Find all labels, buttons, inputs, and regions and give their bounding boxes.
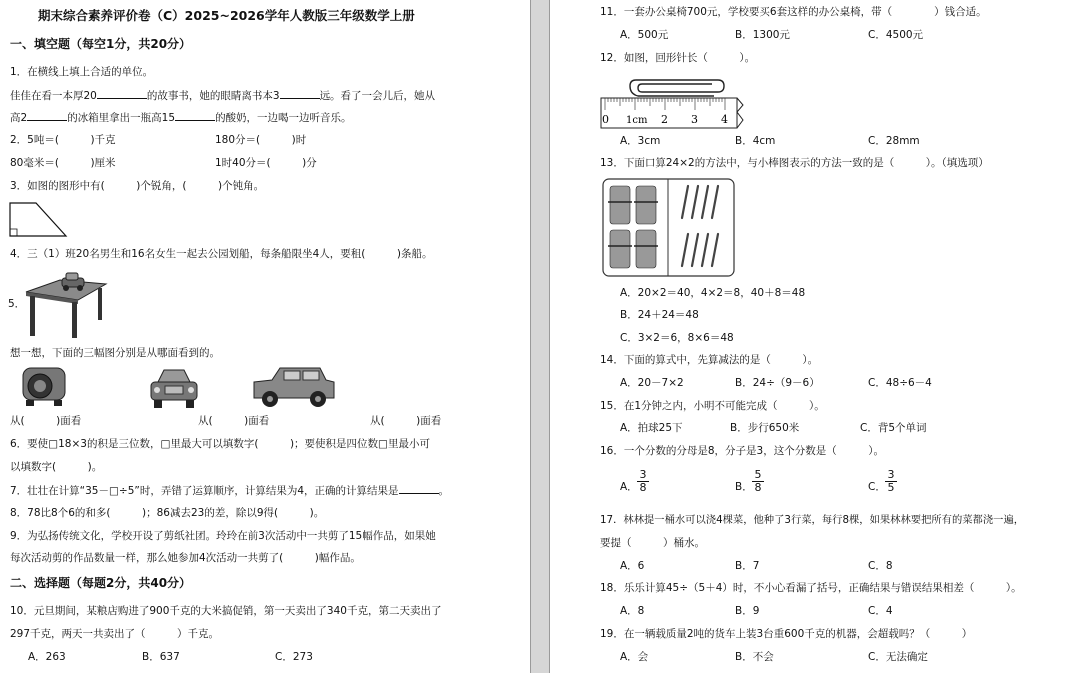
q10-line-2: 297千克，两天一共卖出了（ ）千克。 bbox=[10, 628, 220, 640]
q19-option-b[interactable]: B．不会 bbox=[735, 651, 774, 663]
car-front-view bbox=[148, 366, 200, 410]
table-with-car-figure bbox=[20, 262, 110, 340]
ruler-label-1: 1cm bbox=[626, 115, 648, 126]
q17-option-c[interactable]: C．8 bbox=[868, 560, 893, 572]
q16-a-numerator: 3 bbox=[637, 469, 649, 482]
q16-a-denominator: 8 bbox=[639, 481, 647, 494]
q3-text: 3．如图的图形中有( )个锐角，( )个钝角。 bbox=[10, 180, 265, 192]
q19-text: 19．在一辆载质量2吨的货车上装3台重600千克的机器，会超载吗？（ ） bbox=[600, 628, 973, 640]
q1-text-e: 的冰箱里拿出一瓶高15 bbox=[67, 112, 176, 124]
q12-text: 12．如图，回形针长（ ）。 bbox=[600, 52, 756, 64]
ruler-label-0: 0 bbox=[602, 113, 609, 126]
q10-option-c[interactable]: C．273 bbox=[275, 651, 313, 663]
q10-line-1: 10．元旦期间，某粮店购进了900千克的大米搞促销，第一天卖出了340千克，第二天卖出了 bbox=[10, 605, 442, 617]
page-gutter bbox=[530, 0, 550, 673]
q1-blank-1[interactable] bbox=[97, 88, 147, 99]
q17-option-b[interactable]: B．7 bbox=[735, 560, 760, 572]
exam-page-left bbox=[0, 0, 530, 673]
q1-text-f: 的酸奶，一边喝一边听音乐。 bbox=[215, 112, 352, 124]
q19-option-c[interactable]: C．无法确定 bbox=[868, 651, 928, 663]
ruler-label-3: 3 bbox=[691, 113, 698, 126]
q14-option-c[interactable]: C．48÷6－4 bbox=[868, 377, 932, 389]
q11-option-c[interactable]: C．4500元 bbox=[868, 29, 924, 41]
q16-c-denominator: 5 bbox=[887, 481, 895, 494]
q19-option-a[interactable]: A．会 bbox=[620, 651, 649, 663]
q2-part-3: 80毫米＝( )厘米 bbox=[10, 157, 116, 169]
trapezoid-figure bbox=[8, 198, 70, 240]
q12-option-b[interactable]: B．4cm bbox=[735, 135, 776, 147]
q6-line-1: 6．要使□18×3的积是三位数，□里最大可以填数字( )；要使积是四位数□里最小可 bbox=[10, 438, 430, 450]
q16-b-numerator: 5 bbox=[752, 469, 764, 482]
q5-number: 5． bbox=[8, 298, 26, 310]
q17-line-1: 17．林林提一桶水可以浇4棵菜，他种了3行菜，每行8棵，如果林林要把所有的菜都浇一遍， bbox=[600, 514, 1025, 526]
q16-option-a-label[interactable]: A． bbox=[620, 481, 638, 493]
q14-option-b[interactable]: B．24÷（9－6） bbox=[735, 377, 820, 389]
gutter-edge-left bbox=[530, 0, 531, 673]
q1-text-c: 远。看了一会儿后，她从 bbox=[319, 90, 436, 102]
q8-text: 8．78比8个6的和多( )；86减去23的差，除以9得( )。 bbox=[10, 507, 325, 519]
q15-option-a[interactable]: A．拍球25下 bbox=[620, 422, 683, 434]
section-choice-heading: 二、选择题（每题2分，共40分） bbox=[10, 576, 192, 590]
q7-prompt: 7．壮壮在计算“35－□÷5”时，弄错了运算顺序，计算结果为4，正确的计算结果是 bbox=[10, 485, 399, 497]
q1-blank-4[interactable] bbox=[175, 110, 215, 121]
q11-option-b[interactable]: B．1300元 bbox=[735, 29, 790, 41]
q16-option-c-label[interactable]: C． bbox=[868, 481, 886, 493]
q2-part-1: 2．5吨＝( )千克 bbox=[10, 134, 116, 146]
q18-option-c[interactable]: C．4 bbox=[868, 605, 893, 617]
q5-view-1-label: 从( )面看 bbox=[10, 415, 82, 427]
q17-line-2: 要提（ ）桶水。 bbox=[600, 537, 705, 549]
q17-option-a[interactable]: A．6 bbox=[620, 560, 645, 572]
q1-prompt: 1．在横线上填上合适的单位。 bbox=[10, 66, 154, 78]
q1-text-d: 高2 bbox=[10, 112, 28, 124]
q15-option-c[interactable]: C．背5个单词 bbox=[860, 422, 927, 434]
q16-b-denominator: 8 bbox=[754, 481, 762, 494]
q13-option-c[interactable]: C．3×2＝6，8×6＝48 bbox=[620, 332, 734, 344]
q18-text: 18．乐乐计算45÷（5＋4）时，不小心看漏了括号，正确结果与错误结果相差（ ）。 bbox=[600, 582, 1022, 594]
q9-line-1: 9．为弘扬传统文化，学校开设了剪纸社团。玲玲在前3次活动中一共剪了15幅作品，如果她 bbox=[10, 530, 436, 542]
q13-option-a[interactable]: A．20×2＝40，4×2＝8，40＋8＝48 bbox=[620, 287, 806, 299]
q2-part-2: 180分＝( )时 bbox=[215, 134, 307, 146]
q4-text: 4．三（1）班20名男生和16名女生一起去公园划船，每条船限坐4人，要租( )条船。 bbox=[10, 248, 433, 260]
q5-view-2-label: 从( )面看 bbox=[198, 415, 270, 427]
car-back-view bbox=[20, 364, 68, 408]
q16-option-b-label[interactable]: B． bbox=[735, 481, 753, 493]
q7-blank[interactable] bbox=[399, 483, 439, 494]
ruler-label-2: 2 bbox=[661, 113, 668, 126]
q5-view-3-label: 从( )面看 bbox=[370, 415, 442, 427]
q11-text: 11．一套办公桌椅700元，学校要买6套这样的办公桌椅，带（ ）钱合适。 bbox=[600, 6, 987, 18]
q9-line-2: 每次活动剪的作品数量一样，那么她参加4次活动一共剪了( )幅作品。 bbox=[10, 552, 361, 564]
q16-c-numerator: 3 bbox=[885, 469, 897, 482]
q12-option-a[interactable]: A．3cm bbox=[620, 135, 661, 147]
q11-option-a[interactable]: A．500元 bbox=[620, 29, 669, 41]
q18-option-b[interactable]: B．9 bbox=[735, 605, 760, 617]
q1-line-1 bbox=[10, 88, 435, 103]
q14-option-a[interactable]: A．20－7×2 bbox=[620, 377, 684, 389]
q1-blank-3[interactable] bbox=[27, 110, 67, 121]
q6-line-2: 以填数字( )。 bbox=[10, 461, 103, 473]
q13-text: 13．下面口算24×2的方法中，与小棒图表示的方法一致的是（ ）。（填选项） bbox=[600, 157, 989, 169]
section-fill-in-heading: 一、填空题（每空1分，共20分） bbox=[10, 37, 192, 51]
ruler-label-4: 4 bbox=[721, 113, 728, 126]
q15-option-b[interactable]: B．步行650米 bbox=[730, 422, 800, 434]
q16-text: 16．一个分数的分母是8，分子是3，这个分数是（ ）。 bbox=[600, 445, 884, 457]
q2-part-4: 1时40分＝( )分 bbox=[215, 157, 317, 169]
q1-text-a: 佳佳在看一本厚20 bbox=[10, 90, 97, 102]
q16-option-b-fraction[interactable] bbox=[752, 469, 764, 494]
q18-option-a[interactable]: A．8 bbox=[620, 605, 645, 617]
q16-option-a-fraction[interactable] bbox=[637, 469, 649, 494]
q12-option-c[interactable]: C．28mm bbox=[868, 135, 920, 147]
q16-option-c-fraction[interactable] bbox=[885, 469, 897, 494]
exam-page-right bbox=[550, 0, 1080, 673]
q1-text-b: 的故事书，她的眼睛离书本3 bbox=[146, 90, 280, 102]
q7-text: 7．壮壮在计算“35－□÷5”时，弄错了运算顺序，计算结果为4，正确的计算结果是 。 bbox=[10, 485, 449, 497]
q14-text: 14．下面的算式中，先算减法的是（ ）。 bbox=[600, 354, 819, 366]
q10-option-b[interactable]: B．637 bbox=[142, 651, 180, 663]
q13-option-b[interactable]: B．24＋24＝48 bbox=[620, 309, 699, 321]
car-side-view bbox=[250, 364, 336, 410]
stick-bundle-figure bbox=[602, 178, 736, 278]
q5-text: 想一想，下面的三幅图分别是从哪面看到的。 bbox=[10, 347, 220, 359]
q1-blank-2[interactable] bbox=[280, 88, 320, 99]
ruler-paperclip-figure bbox=[600, 70, 745, 132]
q10-option-a[interactable]: A．263 bbox=[28, 651, 66, 663]
exam-title: 期末综合素养评价卷（C）2025~2026学年人教版三年级数学上册 bbox=[38, 8, 415, 23]
q15-text: 15．在1分钟之内，小明不可能完成（ ）。 bbox=[600, 400, 825, 412]
q1-line-2 bbox=[10, 110, 352, 125]
